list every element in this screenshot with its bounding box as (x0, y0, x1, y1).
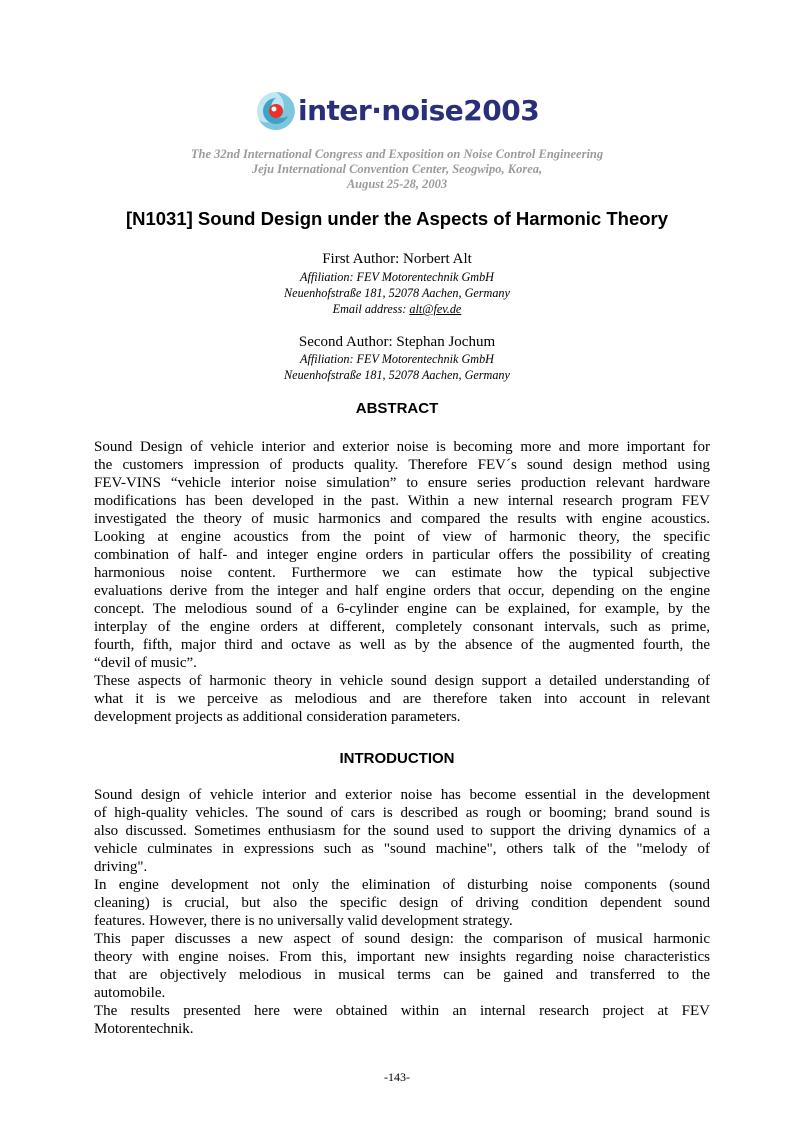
paper-title: [N1031] Sound Design under the Aspects of Harmonic Theory (125, 208, 669, 229)
abstract-line: the customers impression of products quality. Therefore FEV´s sound design method using (94, 457, 710, 473)
first-author-affiliation: Affiliation: FEV Motorentechnik GmbH (300, 270, 494, 284)
abstract-line: modifications has been developed in the past. Within a new internal research program FEV (94, 493, 710, 509)
conference-venue: Jeju International Convention Center, Seogwipo, Korea, (251, 162, 543, 176)
introduction-line: automobile. (94, 985, 166, 1001)
introduction-line: The results presented here were obtained within an internal research project at FEV (94, 1003, 710, 1019)
introduction-line: that are objectively melodious in musical terms can be gained and transferred to the (94, 967, 710, 983)
introduction-line: Motorentechnik. (94, 1021, 194, 1037)
abstract-line: combination of half- and integer engine orders in particular offers the possibility of creating (94, 547, 710, 563)
abstract-line: FEV-VINS “vehicle interior noise simulation” to ensure series production relevant hardware (94, 475, 710, 491)
email-label: Email address: (332, 302, 410, 316)
abstract-line: These aspects of harmonic theory in vehicle sound design support a detailed understanding of (94, 673, 710, 689)
abstract-line: Looking at engine acoustics from the point of view of harmonic theory, the specific (94, 529, 710, 545)
introduction-line: Sound design of vehicle interior and exterior noise has become essential in the development (94, 787, 710, 803)
second-author-affiliation: Affiliation: FEV Motorentechnik GmbH (300, 352, 494, 366)
swirl-logo-icon (255, 82, 301, 140)
introduction-line: driving". (94, 859, 148, 875)
conference-name: The 32nd International Congress and Exposition on Noise Control Engineering (190, 147, 604, 161)
abstract-line: what it is we perceive as melodious and are therefore taken into account in relevant (94, 691, 710, 707)
abstract-line: evaluations derive from the integer and half engine orders that occur, depending on the engine (94, 583, 710, 599)
abstract-line: harmonious noise content. Furthermore we can estimate how the typical subjective (94, 565, 710, 581)
second-author-address: Neuenhofstraße 181, 52078 Aachen, Germany (284, 368, 510, 382)
first-author-name: First Author: Norbert Alt (322, 251, 472, 267)
introduction-line: theory with engine noises. From this, important new insights regarding noise characteristics (94, 949, 710, 965)
email-link[interactable]: alt@fev.de (409, 302, 462, 316)
first-author-address: Neuenhofstraße 181, 52078 Aachen, Germany (284, 286, 510, 300)
second-author-name: Second Author: Stephan Jochum (298, 334, 496, 350)
abstract-line: development projects as additional consideration parameters. (94, 709, 461, 725)
abstract-heading: ABSTRACT (355, 400, 439, 417)
logo-wordmark: inter·noise2003 (298, 94, 540, 127)
abstract-line: concept. The melodious sound of a 6-cylinder engine can be explained, for example, by the (94, 601, 710, 617)
introduction-line: cleaning) is crucial, but also the specific design of driving condition dependent sound (94, 895, 710, 911)
abstract-line: investigated the theory of music harmonics and compared the results with engine acoustics. (94, 511, 710, 527)
abstract-line: “devil of music”. (94, 655, 197, 671)
abstract-line: interplay of the engine orders at different, completely consonant intervals, such as prime, (94, 619, 710, 635)
introduction-line: This paper discusses a new aspect of sound design: the comparison of musical harmonic (94, 931, 710, 947)
introduction-line: In engine development not only the elimination of disturbing noise components (sound (94, 877, 710, 893)
abstract-line: fourth, fifth, major third and octave as well as by the absence of the augmented fourth, the (94, 637, 710, 653)
introduction-heading: INTRODUCTION (339, 750, 455, 767)
conference-dates: August 25-28, 2003 (346, 177, 448, 191)
introduction-line: also discussed. Sometimes enthusiasm for the sound used to support the driving dynamics of a (94, 823, 710, 839)
conference-logo (255, 82, 545, 140)
introduction-line: features. However, there is no universally valid development strategy. (94, 913, 513, 929)
abstract-line: Sound Design of vehicle interior and exterior noise is becoming more and more important for (94, 439, 710, 455)
first-author-email (0, 301, 794, 317)
introduction-line: vehicle culminates in expressions such as "sound machine", others talk of the "melody of (94, 841, 710, 857)
page-number: -143- (384, 1070, 410, 1084)
introduction-line: of high-quality vehicles. The sound of cars is described as rough or booming; brand sound is (94, 805, 710, 821)
